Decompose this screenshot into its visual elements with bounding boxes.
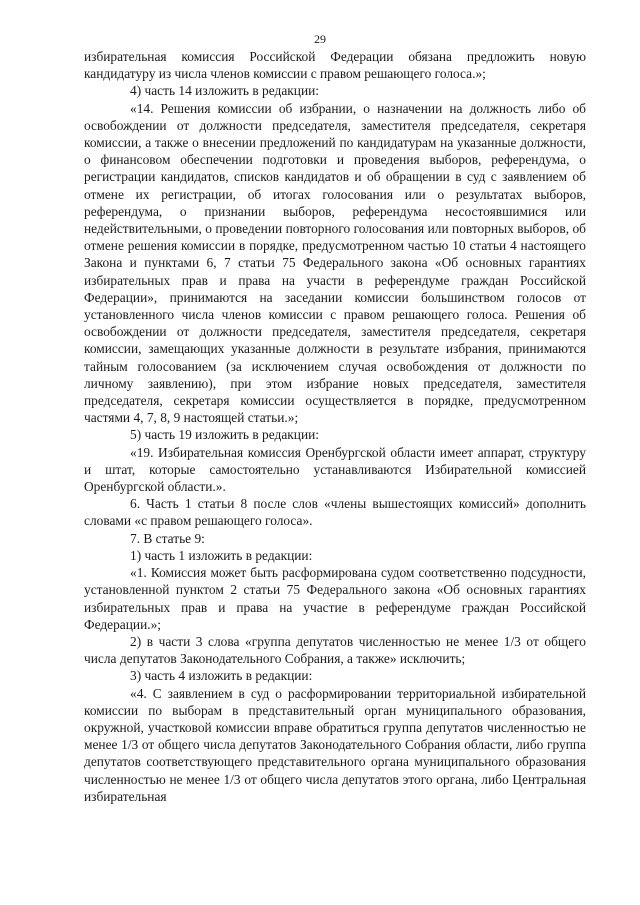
document-body: [84, 48, 586, 805]
paragraph: «14. Решения комиссии об избрании, о назначении на должность либо об освобождении от должности председателя, заместителя председателя, секретаря комиссии, а также о внесении предложений по кандидатурам на указанные должности, о финансовом обеспечении подготовки и проведения выборов, референдума, о регистрации кандидатов, списков кандидатов и об обращении в суд с заявлением об отмене их регистрации, об итогах голосования или о результатах выборов, референдума, о признании выборов, референдума несостоявшимися или недействительными, о проведении повторного голосования или повторных выборов, об отмене решения комиссии в порядке, предусмотренном частью 10 статьи 4 настоящего Закона и пунктами 6, 7 статьи 75 Федерального закона «Об основных гарантиях избирательных прав и права на участи в референдуме граждан Российской Федерации», принимаются на заседании комиссии большинством голосов от установленного числа членов комиссии с правом решающего голоса. Решения об освобождении от должности председателя, заместителя председателя, секретаря комиссии, замещающих указанные должности в результате избрания, принимаются тайным голосованием (за исключением случая освобождения от должности по личному заявлению), при этом избрание новых председателя, заместителя председателя, секретаря комиссии осуществляется в порядке, предусмотренном частями 4, 7, 8, 9 настоящей статьи.»;: [84, 100, 586, 426]
paragraph: 2) в части 3 слова «группа депутатов численностью не менее 1/3 от общего числа депутатов Законодательного Собрания, а также» исключить;: [84, 633, 586, 667]
paragraph: 7. В статье 9:: [130, 530, 205, 546]
paragraph: «19. Избирательная комиссия Оренбургской области имеет аппарат, структуру и штат, которые самостоятельно устанавливаются Избирательной комиссией Оренбургской области.».: [84, 444, 586, 495]
paragraph: «4. С заявлением в суд о расформировании территориальной избирательной комиссии по выборам в представительный орган муниципального образования, окружной, участковой комиссии вправе обратиться группа депутатов численностью не менее 1/3 от общего числа депутатов Законодательного Собрания области, либо группа депутатов соответствующего представительного органа муниципального образования численностью не менее 1/3 от общего числа депутатов этого органа, либо Центральная избирательная: [84, 685, 586, 804]
paragraph: 6. Часть 1 статьи 8 после слов «члены вышестоящих комиссий» дополнить словами «с правом решающего голоса».: [84, 496, 586, 529]
paragraph: избирательная комиссия Российской Федерации обязана предложить новую кандидатуру из числа членов комиссии с правом решающего голоса.»;: [84, 49, 586, 82]
paragraph: «1. Комиссия может быть расформирована судом соответственно подсудности, установленной пунктом 2 статьи 75 Федерального закона «Об основных гарантиях избирательных прав и права на участие в референдуме граждан Российской Федерации.»;: [84, 565, 586, 632]
paragraph: 5) часть 19 изложить в редакции:: [130, 427, 320, 443]
page-number: 29: [314, 32, 326, 46]
paragraph: 4) часть 14 изложить в редакции:: [130, 83, 320, 99]
paragraph: 3) часть 4 изложить в редакции:: [130, 668, 313, 684]
paragraph: 1) часть 1 изложить в редакции:: [130, 547, 313, 563]
